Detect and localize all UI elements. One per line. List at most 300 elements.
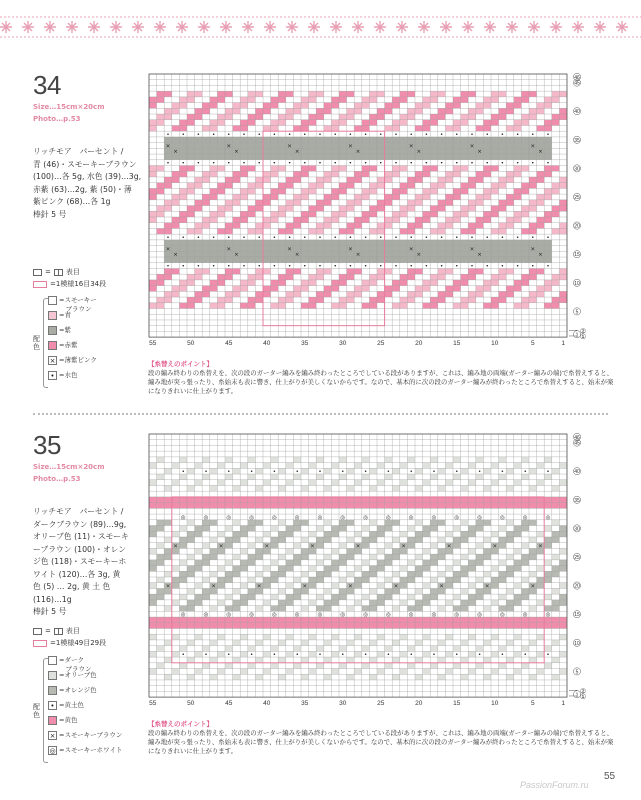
grey-band-cell <box>248 246 256 252</box>
grey-band-cell <box>392 154 400 160</box>
pink-band-cell <box>354 497 362 503</box>
grey-band-cell <box>217 257 225 263</box>
pink-band-cell <box>453 497 461 503</box>
orange-cell <box>453 543 461 549</box>
olive-cell <box>149 583 157 589</box>
pink-cell <box>202 125 210 131</box>
olive-cell <box>491 531 499 537</box>
pink-cell <box>286 200 294 206</box>
pink-band-cell <box>164 497 172 503</box>
pink-cell <box>430 206 438 212</box>
pink-cell <box>286 91 294 97</box>
olive-cell <box>476 646 484 652</box>
pink-cell <box>468 206 476 212</box>
pink-cell <box>385 103 393 109</box>
olive-cell <box>263 463 271 469</box>
pink-cell <box>415 194 423 200</box>
grey-band-cell <box>179 257 187 263</box>
pink-cell <box>476 286 484 292</box>
pink-cell <box>202 286 210 292</box>
dot-symbol: • <box>287 235 292 242</box>
pink-band-cell <box>506 497 514 503</box>
ring-symbol: ◎ <box>203 514 209 521</box>
olive-cell <box>217 634 225 640</box>
pink-band-cell <box>263 497 271 503</box>
dot-symbol: • <box>386 469 391 476</box>
pink-band-cell <box>293 623 301 629</box>
grey-band-cell <box>278 143 286 149</box>
orange-cell <box>293 588 301 594</box>
pink-cell <box>423 120 431 126</box>
grey-band-cell <box>430 251 438 257</box>
dot-symbol: • <box>379 132 383 139</box>
pink-cell <box>157 297 165 303</box>
olive-cell <box>347 468 355 474</box>
dot-symbol: • <box>363 132 368 139</box>
orange-cell <box>407 571 415 577</box>
cross-symbol: × <box>294 252 300 259</box>
pink-cell <box>354 103 362 109</box>
pink-cell <box>506 286 514 292</box>
grey-band-cell <box>240 143 248 149</box>
orange-cell <box>430 560 438 566</box>
materials-text: リッチモア パーセント / ダークブラウン (89)…9g, オリーブ色 (11)・スモーキ ーブラウン (100)・オレン ジ色 (118)・スモーキーホ ワイト (120)…各 3g, 黄 色 (5) … 2g, 黄 土 色 (116)…1g 棒針 5 号 <box>33 507 129 616</box>
olive-cell <box>179 594 187 600</box>
dot-symbol: • <box>295 469 299 476</box>
pink-band-cell <box>202 623 210 629</box>
grey-band-cell <box>195 154 203 160</box>
dot-symbol: • <box>500 132 505 139</box>
pink-cell <box>347 114 355 120</box>
olive-cell <box>354 651 362 657</box>
y-tick-label: 35 <box>574 497 580 504</box>
pink-cell <box>331 303 339 309</box>
orange-cell <box>407 577 415 583</box>
orange-cell <box>324 606 332 612</box>
pink-cell <box>544 171 552 177</box>
orange-cell <box>240 566 248 572</box>
pink-band-cell <box>461 503 469 509</box>
cross-symbol: × <box>477 252 482 259</box>
grey-band-cell <box>217 251 225 257</box>
orange-cell <box>521 526 529 532</box>
pink-cell <box>499 114 507 120</box>
snowflake-border-icon <box>0 14 641 38</box>
pink-cell <box>415 177 423 183</box>
pink-cell <box>240 120 248 126</box>
orange-cell <box>552 571 560 577</box>
orange-cell <box>552 606 560 612</box>
grey-band-cell <box>309 143 317 149</box>
pink-band-cell <box>195 503 203 509</box>
olive-cell <box>537 669 545 675</box>
pink-cell <box>400 206 408 212</box>
pink-cell <box>225 228 233 234</box>
snowflake-icon <box>330 21 342 33</box>
olive-cell <box>400 651 408 657</box>
pink-cell <box>377 297 385 303</box>
pink-cell <box>233 125 241 131</box>
grey-band-cell <box>339 143 347 149</box>
olive-cell <box>392 571 400 577</box>
grey-band-cell <box>339 251 347 257</box>
olive-cell <box>514 651 522 657</box>
dot-symbol: • <box>257 235 261 242</box>
snowflake-icon <box>110 21 122 33</box>
olive-cell <box>324 657 332 663</box>
pink-cell <box>324 171 332 177</box>
orange-cell <box>309 577 317 583</box>
orange-cell <box>483 520 491 526</box>
orange-cell <box>202 588 210 594</box>
y-tick-label: 46 <box>574 74 580 81</box>
pink-band-cell <box>544 623 552 629</box>
grey-band-cell <box>438 251 446 257</box>
pink-cell <box>369 297 377 303</box>
pink-cell <box>248 183 256 189</box>
olive-cell <box>415 468 423 474</box>
orange-cell <box>423 526 431 532</box>
olive-cell <box>354 669 362 675</box>
pink-band-cell <box>400 503 408 509</box>
dot-symbol: • <box>333 160 337 167</box>
grey-band-cell <box>248 240 256 246</box>
pink-cell <box>347 291 355 297</box>
pink-cell <box>210 125 218 131</box>
pink-cell <box>400 280 408 286</box>
pink-cell <box>499 291 507 297</box>
olive-cell <box>423 463 431 469</box>
dot-symbol: • <box>227 132 231 139</box>
olive-cell <box>202 543 210 549</box>
olive-cell <box>552 657 560 663</box>
pink-cell <box>544 280 552 286</box>
orange-cell <box>468 600 476 606</box>
legend-repeat-row <box>33 637 106 649</box>
orange-cell <box>362 537 370 543</box>
pink-cell <box>537 268 545 274</box>
pink-cell <box>164 291 172 297</box>
pink-cell <box>301 188 309 194</box>
pink-cell <box>301 171 309 177</box>
grey-band-cell <box>499 154 507 160</box>
pink-cell <box>195 291 203 297</box>
pink-band-cell <box>407 623 415 629</box>
olive-cell <box>476 577 484 583</box>
olive-cell <box>164 640 172 646</box>
orange-cell <box>210 520 218 526</box>
color-swatch: × <box>49 357 56 365</box>
pink-cell <box>430 297 438 303</box>
pink-cell <box>339 274 347 280</box>
pink-cell <box>521 280 529 286</box>
orange-cell <box>438 520 446 526</box>
dot-symbol: • <box>485 132 489 139</box>
pink-band-cell <box>324 623 332 629</box>
pink-band-cell <box>552 617 560 623</box>
pink-cell <box>506 125 514 131</box>
olive-cell <box>225 526 233 532</box>
pink-cell <box>506 217 514 223</box>
snowflake-icon <box>528 21 540 33</box>
olive-cell <box>195 669 203 675</box>
pink-cell <box>392 97 400 103</box>
cross-symbol: × <box>287 246 292 253</box>
olive-cell <box>468 583 476 589</box>
cross-symbol: × <box>538 149 543 156</box>
orange-cell <box>377 594 385 600</box>
pink-cell <box>392 286 400 292</box>
pink-cell <box>316 108 324 114</box>
pink-cell <box>423 125 431 131</box>
pink-cell <box>529 108 537 114</box>
olive-cell <box>430 577 438 583</box>
grey-band-cell <box>423 251 431 257</box>
orange-cell <box>164 548 172 554</box>
olive-cell <box>521 663 529 669</box>
pink-cell <box>407 291 415 297</box>
pink-cell <box>210 103 218 109</box>
pink-band-cell <box>461 617 469 623</box>
grey-band-cell <box>491 137 499 143</box>
orange-cell <box>461 566 469 572</box>
pink-cell <box>468 274 476 280</box>
pink-band-cell <box>225 497 233 503</box>
grey-band-cell <box>461 137 469 143</box>
orange-cell <box>521 560 529 566</box>
olive-cell <box>521 646 529 652</box>
pink-band-cell <box>255 617 263 623</box>
olive-cell <box>415 657 423 663</box>
pink-band-cell <box>179 623 187 629</box>
pink-cell <box>476 217 484 223</box>
orange-cell <box>210 548 218 554</box>
pink-cell <box>157 97 165 103</box>
dot-symbol: • <box>318 263 322 270</box>
grey-band-cell <box>445 246 453 252</box>
grey-band-cell <box>217 137 225 143</box>
olive-cell <box>514 669 522 675</box>
olive-cell <box>157 474 165 480</box>
olive-cell <box>423 480 431 486</box>
pink-band-cell <box>544 503 552 509</box>
pink-cell <box>149 217 157 223</box>
pink-cell <box>559 177 567 183</box>
pink-cell <box>240 194 248 200</box>
olive-cell <box>407 526 415 532</box>
row-arrow-label: ① <box>579 692 587 701</box>
olive-cell <box>430 646 438 652</box>
orange-cell <box>271 543 279 549</box>
dot-symbol: • <box>318 469 322 476</box>
olive-cell <box>438 640 446 646</box>
grey-band-cell <box>483 148 491 154</box>
pink-cell <box>309 280 317 286</box>
row-arrow-label: ② <box>579 687 587 696</box>
orange-cell <box>377 560 385 566</box>
pink-cell <box>407 223 415 229</box>
pink-band-cell <box>179 503 187 509</box>
pink-cell <box>293 194 301 200</box>
pink-cell <box>331 194 339 200</box>
olive-cell <box>179 560 187 566</box>
dot-symbol: • <box>272 235 277 242</box>
pink-cell <box>339 206 347 212</box>
pink-cell <box>400 120 408 126</box>
grey-band-cell <box>423 148 431 154</box>
grey-band-cell <box>407 257 415 263</box>
pink-band-cell <box>423 503 431 509</box>
orange-cell <box>453 537 461 543</box>
pink-band-cell <box>278 497 286 503</box>
pink-cell <box>559 268 567 274</box>
olive-cell <box>468 480 476 486</box>
ring-symbol: ◎ <box>249 514 255 521</box>
grey-band-cell <box>271 257 279 263</box>
pink-cell <box>362 194 370 200</box>
dot-symbol: • <box>432 652 436 659</box>
grey-band-cell <box>324 251 332 257</box>
orange-cell <box>468 566 476 572</box>
olive-cell <box>468 463 476 469</box>
pink-cell <box>506 223 514 229</box>
pink-band-cell <box>445 623 453 629</box>
pink-cell <box>438 274 446 280</box>
dot-symbol: • <box>348 160 353 167</box>
orange-cell <box>461 600 469 606</box>
pink-cell <box>331 171 339 177</box>
olive-cell <box>392 640 400 646</box>
pink-band-cell <box>316 497 324 503</box>
grey-band-cell <box>339 240 347 246</box>
snowflake-icon <box>264 21 276 33</box>
pink-cell <box>255 206 263 212</box>
pink-cell <box>468 291 476 297</box>
grey-band-cell <box>293 137 301 143</box>
grey-band-cell <box>362 246 370 252</box>
grey-band-cell <box>263 246 271 252</box>
orange-cell <box>453 606 461 612</box>
grey-band-cell <box>400 137 408 143</box>
pattern-size: Size…15cm×20cm <box>33 103 105 111</box>
pink-cell <box>415 171 423 177</box>
orange-cell <box>248 594 256 600</box>
orange-cell <box>271 606 279 612</box>
orange-cell <box>324 600 332 606</box>
orange-cell <box>385 554 393 560</box>
olive-cell <box>491 600 499 606</box>
dot-symbol: • <box>249 652 254 659</box>
orange-cell <box>240 526 248 532</box>
pink-cell <box>385 125 393 131</box>
olive-cell <box>286 480 294 486</box>
pink-cell <box>521 303 529 309</box>
olive-cell <box>187 657 195 663</box>
pink-cell <box>225 291 233 297</box>
olive-cell <box>415 674 423 680</box>
pink-cell <box>316 291 324 297</box>
orange-cell <box>544 537 552 543</box>
pink-band-cell <box>217 623 225 629</box>
pink-band-cell <box>233 617 241 623</box>
pink-cell <box>483 211 491 217</box>
grey-band-cell <box>202 148 210 154</box>
pink-band-cell <box>202 503 210 509</box>
olive-cell <box>195 480 203 486</box>
pink-cell <box>172 291 180 297</box>
snowflake-icon <box>88 21 100 33</box>
pink-cell <box>278 303 286 309</box>
pink-band-cell <box>172 617 180 623</box>
grey-band-cell <box>514 246 522 252</box>
olive-cell <box>392 537 400 543</box>
olive-cell <box>537 480 545 486</box>
pink-cell <box>385 194 393 200</box>
grey-band-cell <box>438 143 446 149</box>
color-legend-label: =スモーキーホワイト <box>59 746 123 754</box>
pink-cell <box>278 188 286 194</box>
olive-cell <box>461 468 469 474</box>
pink-cell <box>529 206 537 212</box>
pink-cell <box>263 103 271 109</box>
olive-cell <box>407 457 415 463</box>
pink-cell <box>271 211 279 217</box>
tips-title: 【糸替えのポイント】 <box>148 360 213 368</box>
pink-cell <box>225 223 233 229</box>
olive-cell <box>202 646 210 652</box>
x-tick-label: 15 <box>453 700 461 708</box>
pink-cell <box>240 125 248 131</box>
orange-cell <box>347 520 355 526</box>
orange-cell <box>385 526 393 532</box>
olive-cell <box>149 651 157 657</box>
olive-cell <box>407 646 415 652</box>
olive-cell <box>354 634 362 640</box>
grey-band-cell <box>286 154 294 160</box>
pink-cell <box>491 120 499 126</box>
pink-cell <box>514 103 522 109</box>
pink-cell <box>499 91 507 97</box>
olive-cell <box>233 520 241 526</box>
pink-cell <box>453 171 461 177</box>
olive-cell <box>233 554 241 560</box>
dot-symbol: • <box>181 235 185 242</box>
pink-cell <box>552 206 560 212</box>
pink-cell <box>202 177 210 183</box>
pink-band-cell <box>210 503 218 509</box>
pink-cell <box>255 183 263 189</box>
dot-symbol: • <box>227 235 231 242</box>
pink-cell <box>529 114 537 120</box>
olive-cell <box>316 646 324 652</box>
y-tick-label: 5 <box>575 669 579 676</box>
pink-cell <box>347 228 355 234</box>
pink-band-cell <box>240 497 248 503</box>
orange-cell <box>369 537 377 543</box>
pink-cell <box>164 108 172 114</box>
olive-cell <box>309 634 317 640</box>
pink-band-cell <box>483 623 491 629</box>
grey-band-cell <box>483 154 491 160</box>
color-legend-label: =ダーク ブラウン <box>59 656 92 673</box>
olive-cell <box>400 463 408 469</box>
pink-cell <box>324 194 332 200</box>
pink-cell <box>331 125 339 131</box>
pink-band-cell <box>187 617 195 623</box>
grey-band-cell <box>255 143 263 149</box>
olive-cell <box>544 646 552 652</box>
grey-band-cell <box>445 148 453 154</box>
